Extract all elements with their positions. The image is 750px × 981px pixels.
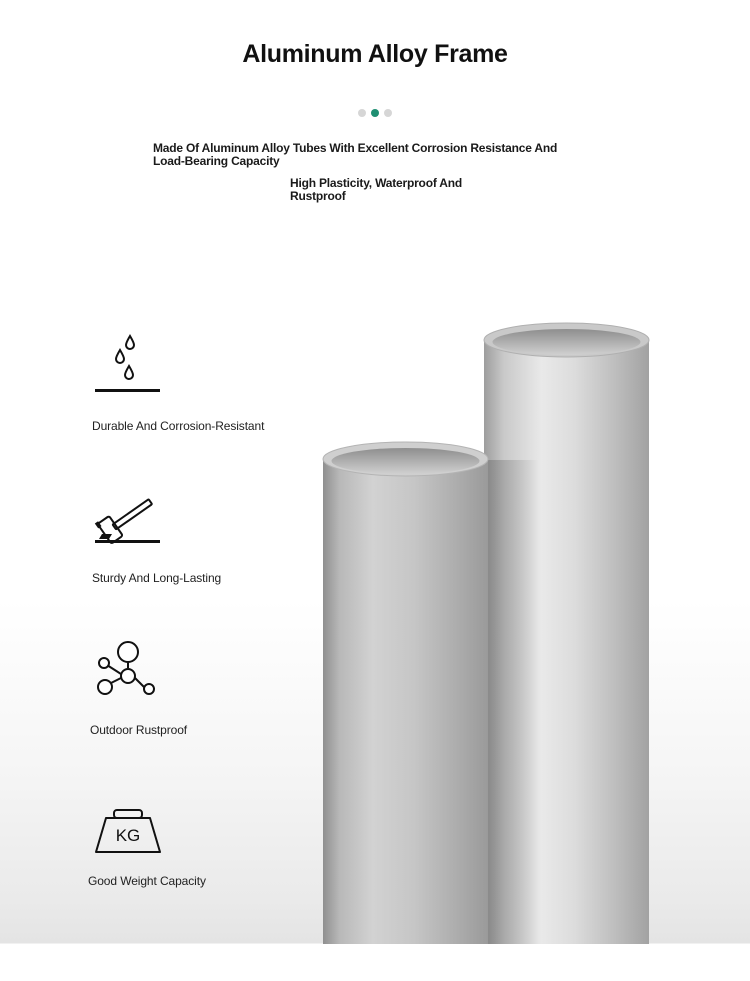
tube-shadow: [484, 460, 539, 944]
description-line-1: Made Of Aluminum Alloy Tubes With Excellent Corrosion Resistance And Load-Bearing Capacity: [153, 141, 558, 168]
back-tube-opening: [493, 329, 641, 355]
aluminum-tubes-image: [310, 315, 660, 945]
feature-label-sturdy: Sturdy And Long-Lasting: [92, 571, 222, 585]
description-line-2: High Plasticity, Waterproof And Rustproof: [290, 176, 463, 203]
kg-weight-icon: [94, 808, 162, 856]
page-title: Aluminum Alloy Frame: [242, 40, 508, 68]
front-tube-body: [323, 459, 488, 944]
feature-label-durable: Durable And Corrosion-Resistant: [92, 419, 265, 433]
carousel-dot-1[interactable]: [358, 109, 366, 117]
feature-label-rustproof: Outdoor Rustproof: [90, 723, 188, 737]
carousel-dot-2[interactable]: [371, 109, 379, 117]
hammer-icon: [92, 496, 164, 548]
kg-icon-text: KG: [115, 826, 141, 845]
carousel-indicator: [358, 109, 392, 117]
water-drops-icon: [92, 334, 164, 396]
molecule-icon: [94, 640, 160, 700]
carousel-dot-3[interactable]: [384, 109, 392, 117]
front-tube-opening: [332, 448, 480, 474]
feature-label-weight: Good Weight Capacity: [88, 874, 206, 888]
